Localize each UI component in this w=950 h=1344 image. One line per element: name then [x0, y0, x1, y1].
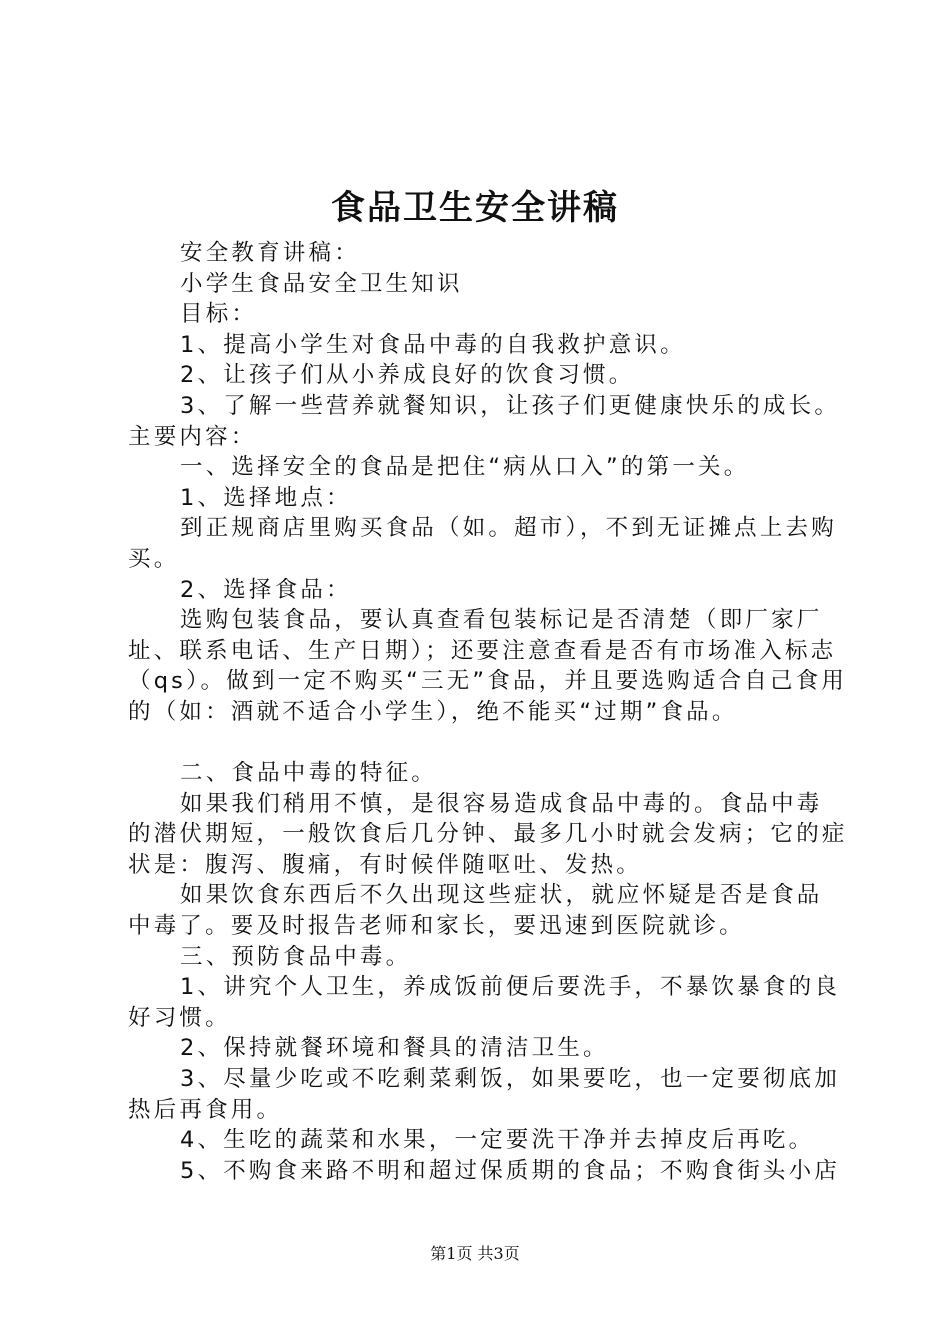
- paragraph: 安全教育讲稿：: [180, 240, 360, 266]
- paragraph: 到正规商店里购买食品（如。超市），不到无证摊点上去购买。: [128, 515, 837, 572]
- paragraph: 2、保持就餐环境和餐具的清洁卫生。: [180, 1035, 609, 1062]
- paragraph: 1、选择地点：: [180, 484, 352, 511]
- document-title: 食品卫生安全讲稿: [331, 188, 619, 228]
- paragraph: 1、讲究个人卫生，养成饭前便后要洗手，不暴饮暴食的良好习惯。: [128, 974, 841, 1031]
- paragraph: 目标：: [180, 301, 258, 328]
- paragraph: 如果我们稍用不慎，是很容易造成食品中毒的。食品中毒的潜伏期短，一般饮食后几分钟、最多几小时就会发病；它的症状是：腹泻、腹痛，有时候伴随呕吐、发热。: [128, 790, 848, 878]
- paragraph: 4、生吃的蔬菜和水果，一定要洗干净并去掉皮后再吃。: [180, 1127, 815, 1154]
- blank-line: [128, 728, 848, 759]
- paragraph: 一、选择安全的食品是把住“病从口入”的第一关。: [180, 454, 750, 481]
- paragraph: 5、不购食来路不明和超过保质期的食品；不购食街头小店: [180, 1157, 841, 1184]
- paragraph: 2、选择食品：: [180, 576, 352, 603]
- document-body: [128, 238, 848, 1186]
- paragraph: 三、预防食品中毒。: [180, 943, 412, 970]
- paragraph: 3、尽量少吃或不吃剩菜剩饭，如果要吃，也一定要彻底加热后再食用。: [128, 1066, 841, 1123]
- paragraph: 选购包装食品，要认真查看包装标记是否清楚（即厂家厂址、联系电话、生产日期）；还要注意查看是否有市场准入标志（qs）。做到一定不购买“三无”食品，并且要选购适合自己食用的（如：酒就不适合小学生），绝不能买“过期”食品。: [128, 607, 848, 725]
- paragraph: 3、了解一些营养就餐知识，让孩子们更健康快乐的成长。: [180, 392, 841, 419]
- page-footer: 第1页 共3页: [430, 1244, 520, 1263]
- paragraph: 如果饮食东西后不久出现这些症状，就应怀疑是否是食品中毒了。要及时报告老师和家长，要迅速到医院就诊。: [128, 882, 823, 940]
- paragraph: 2、让孩子们从小养成良好的饮食习惯。: [180, 362, 635, 389]
- paragraph: 二、食品中毒的特征。: [180, 760, 438, 787]
- paragraph: 小学生食品安全卫生知识: [180, 270, 463, 297]
- paragraph: 主要内容：: [128, 423, 257, 450]
- paragraph: 1、提高小学生对食品中毒的自我救护意识。: [180, 331, 686, 358]
